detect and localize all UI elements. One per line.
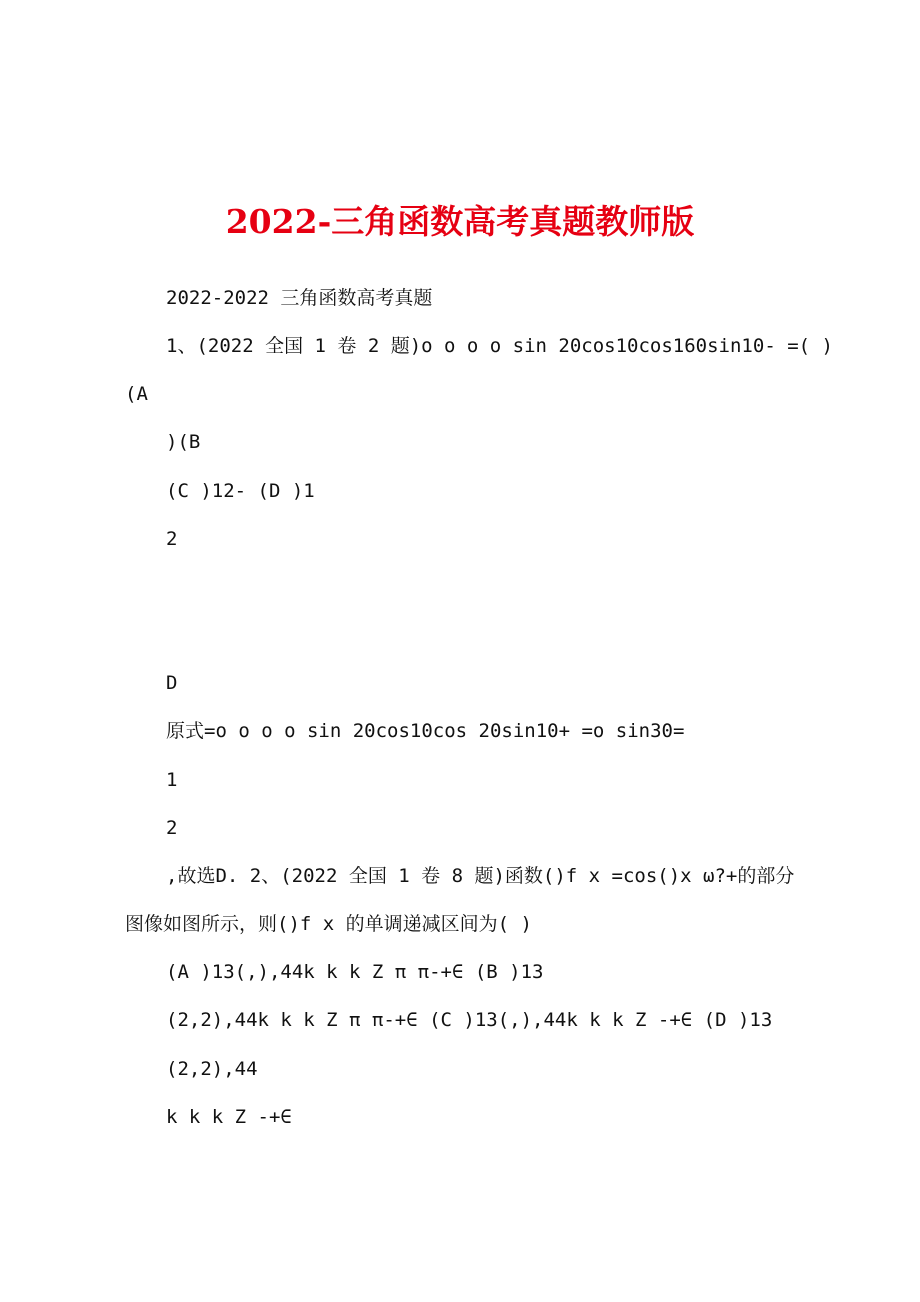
text-line: 2022-2022 三角函数高考真题 xyxy=(166,287,433,309)
text-line: 2 xyxy=(166,528,178,550)
text-line: 1 xyxy=(166,769,178,791)
text-line: 1、(2022 全国 1 卷 2 题)o o o o sin 20cos10cos160sin10- =( ) xyxy=(166,335,833,357)
text-line: (C )12- (D )1 xyxy=(166,480,315,502)
text-line: 原式=o o o o sin 20cos10cos 20sin10+ =o sin30= xyxy=(166,720,685,742)
text-line: )(B xyxy=(166,431,201,453)
text-line: (2,2),44 xyxy=(166,1058,258,1080)
text-line: D xyxy=(166,672,178,694)
document-title: 2022-三角函数高考真题教师版 xyxy=(225,202,695,241)
text-line: (A xyxy=(125,383,148,405)
text-line: (2,2),44k k k Z π π-+∈ (C )13(,),44k k k Z -+∈ (D )13 xyxy=(166,1009,773,1031)
text-line: 2 xyxy=(166,817,178,839)
text-line: (A )13(,),44k k k Z π π-+∈ (B )13 xyxy=(166,961,544,983)
text-line: ,故选D. 2、(2022 全国 1 卷 8 题)函数()f x =cos()x ω?+的部分 xyxy=(166,865,795,887)
text-line: k k k Z -+∈ xyxy=(166,1106,292,1128)
text-line: 图像如图所示，则()f x 的单调递减区间为( ) xyxy=(125,913,532,935)
